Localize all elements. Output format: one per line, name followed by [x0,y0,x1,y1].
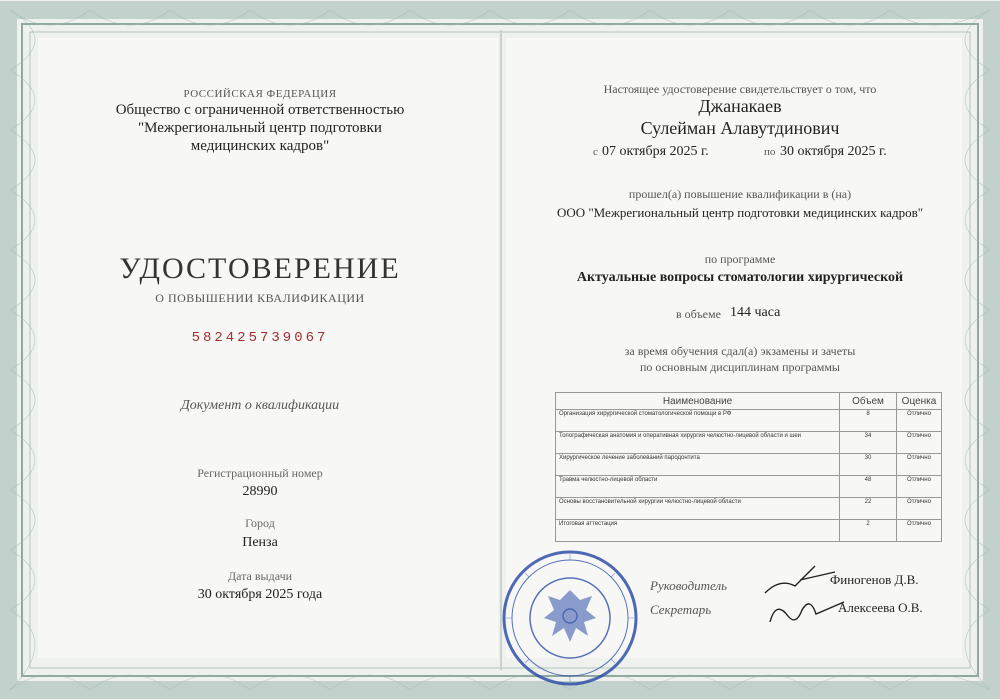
discipline-hours: 48 [840,476,897,498]
secretary-label: Секретарь [650,602,712,617]
discipline-hours: 22 [840,498,897,520]
discipline-grade: Отлично [897,476,942,498]
official-seal-stamp [500,548,640,688]
discipline-grade: Отлично [897,454,942,476]
from-prefix: с [593,146,598,158]
issue-date-label: Дата выдачи [227,569,293,583]
header-hours: Объем [840,393,897,410]
training-organization: ООО "Межрегиональный центр подготовки медицинских кадров" [556,205,924,220]
from-date: 07 октября 2025 г. [602,144,709,159]
document-subtitle: О ПОВЫШЕНИИ КВАЛИФИКАЦИИ [155,291,365,305]
discipline-name: Итоговая аттестация [556,520,840,542]
secretary-signature [766,592,846,630]
intro-text: Настоящее удостоверение свидетельствует о том, что [603,82,877,96]
org-line-1: Общество с ограниченной ответственностью [115,102,405,118]
table-row [556,454,942,476]
header-grade: Оценка [897,393,942,410]
country-label: РОССИЙСКАЯ ФЕДЕРАЦИЯ [183,88,337,100]
discipline-name: Топографическая анатомия и оперативная хирургия челюстно-лицевой области и шеи [556,432,840,454]
org-line-2: "Межрегиональный центр подготовки [138,120,382,136]
exams-line-2: по основным дисциплинам программы [639,360,840,374]
reg-number: 28990 [242,484,278,499]
discipline-name: Травма челюстно-лицевой области [556,476,840,498]
discipline-grade: Отлично [897,432,942,454]
discipline-hours: 30 [840,454,897,476]
reg-number-label: Регистрационный номер [197,466,323,480]
program-name: Актуальные вопросы стоматологии хирургической [576,270,904,285]
secretary-name: Алексеева О.В. [838,600,923,615]
table-row [556,476,942,498]
org-line-3: медицинских кадров" [190,138,330,154]
discipline-grade: Отлично [897,498,942,520]
table-row [556,498,942,520]
header-discipline: Наименование [556,393,840,410]
head-name: Финогенов Д.В. [830,572,919,587]
table-row [556,520,942,542]
document-type: Документ о квалификации [180,398,340,413]
discipline-grade: Отлично [897,410,942,432]
discipline-name: Организация хирургической стоматологической помощи в РФ [556,410,840,432]
document-title: УДОСТОВЕРЕНИЕ [119,252,401,285]
exams-line-1: за время обучения сдал(а) экзамены и зачеты [624,344,856,358]
program-label: по программе [704,252,776,266]
city-value: Пенза [242,535,278,550]
table-header-row [556,393,942,410]
holder-surname: Джанакаев [698,96,782,116]
to-prefix: по [764,146,776,158]
table-row [556,432,942,454]
issue-date: 30 октября 2025 года [197,587,323,602]
to-date: 30 октября 2025 г. [780,144,887,159]
volume-prefix: в объеме [676,307,721,321]
table-row [556,410,942,432]
volume-hours: 144 часа [730,305,781,320]
discipline-hours: 2 [840,520,897,542]
disciplines-table [555,392,942,542]
discipline-hours: 8 [840,410,897,432]
holder-name: Сулейман Алавутдинович [640,118,840,138]
discipline-name: Основы восстановительной хирургии челюстно-лицевой области [556,498,840,520]
passed-text: прошел(а) повышение квалификации в (на) [628,187,852,201]
city-label: Город [245,516,275,530]
discipline-grade: Отлично [897,520,942,542]
discipline-hours: 34 [840,432,897,454]
head-label: Руководитель [650,578,728,593]
discipline-name: Хирургическое лечение заболеваний пародонтита [556,454,840,476]
serial-number: 582425739067 [191,330,329,346]
